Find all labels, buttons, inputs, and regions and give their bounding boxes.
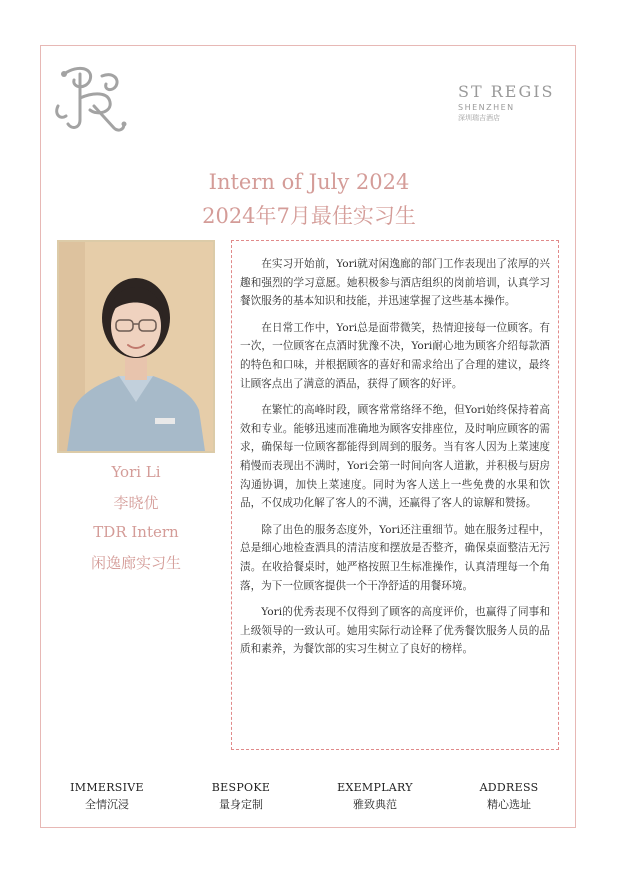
- brand-block: [458, 82, 568, 123]
- story-paragraph: 在繁忙的高峰时段，顾客常常络绎不绝，但Yori始终保持着高效和专业。能够迅速而准确地为顾客安排座位，及时响应顾客的需求，确保每一位顾客都能得到周到的服务。当有客人因为上菜速度稍慢而表现出不满时，Yori会第一时间向客人道歉，并积极与厨房沟通协调，加快上菜速度。同时为客人送上一些免费的水果和饮品，不仅成功化解了客人的不满，还赢得了客人的谅解和赞扬。: [240, 404, 550, 510]
- footer-label-english: EXEMPLARY: [337, 781, 413, 794]
- intern-name-english: Yori Li: [111, 463, 161, 481]
- story-paragraph: Yori的优秀表现不仅得到了顾客的高度评价，也赢得了同事和上级领导的一致认可。她用实际行动诠释了优秀餐饮服务人员的品质和素养，为餐饮部的实习生树立了良好的榜样。: [240, 606, 550, 656]
- brand-name: ST REGIS: [458, 82, 555, 101]
- story-paragraph: 除了出色的服务态度外，Yori还注重细节。她在服务过程中，总是细心地检查酒具的清洁度和摆放是否整齐，确保桌面整洁无污渍。在收拾餐桌时，她严格按照卫生标准操作，认真清理每一个角落，为下一位顾客提供一个干净舒适的用餐环境。: [240, 523, 550, 592]
- footer-label-chinese: 全情沉浸: [85, 798, 129, 811]
- sr-monogram-icon: [50, 62, 130, 138]
- story-text-box: [231, 240, 559, 750]
- footer-label-chinese: 精心选址: [487, 798, 531, 811]
- story-paragraph: 在实习开始前，Yori就对闲逸廊的部门工作表现出了浓厚的兴趣和强烈的学习意愿。她积极参与酒店组织的岗前培训，认真学习餐饮服务的基本知识和技能，并迅速掌握了这些基本操作。: [240, 258, 550, 308]
- footer-label-english: BESPOKE: [211, 781, 271, 794]
- footer-values: [40, 781, 576, 812]
- footer-item-exemplary: [308, 781, 442, 812]
- brand-chinese-name: 深圳瑞吉酒店: [458, 114, 500, 122]
- footer-item-immersive: [40, 781, 174, 812]
- footer-label-chinese: 量身定制: [219, 798, 263, 811]
- intern-photo: [57, 240, 215, 453]
- intern-name-chinese: 李晓优: [113, 494, 159, 512]
- footer-item-bespoke: [174, 781, 308, 812]
- intern-role-english: TDR Intern: [93, 523, 179, 541]
- title-english: Intern of July 2024: [208, 170, 410, 194]
- title-chinese: 2024年7月最佳实习生: [202, 204, 416, 228]
- footer-label-english: IMMERSIVE: [70, 781, 144, 794]
- story-paragraph: 在日常工作中，Yori总是面带微笑，热情迎接每一位顾客。有一次，一位顾客在点酒时犹豫不决，Yori耐心地为顾客介绍每款酒的特色和口味，并根据顾客的喜好和需求给出了合理的建议，最终让顾客点出了满意的酒品，获得了顾客的好评。: [240, 321, 550, 390]
- portrait-illustration: [59, 242, 213, 451]
- brand-city: SHENZHEN: [458, 103, 515, 112]
- intern-role-chinese: 闲逸廊实习生: [90, 554, 181, 572]
- footer-item-address: [442, 781, 576, 812]
- footer-label-chinese: 雅致典范: [353, 798, 397, 811]
- footer-label-english: ADDRESS: [479, 781, 539, 794]
